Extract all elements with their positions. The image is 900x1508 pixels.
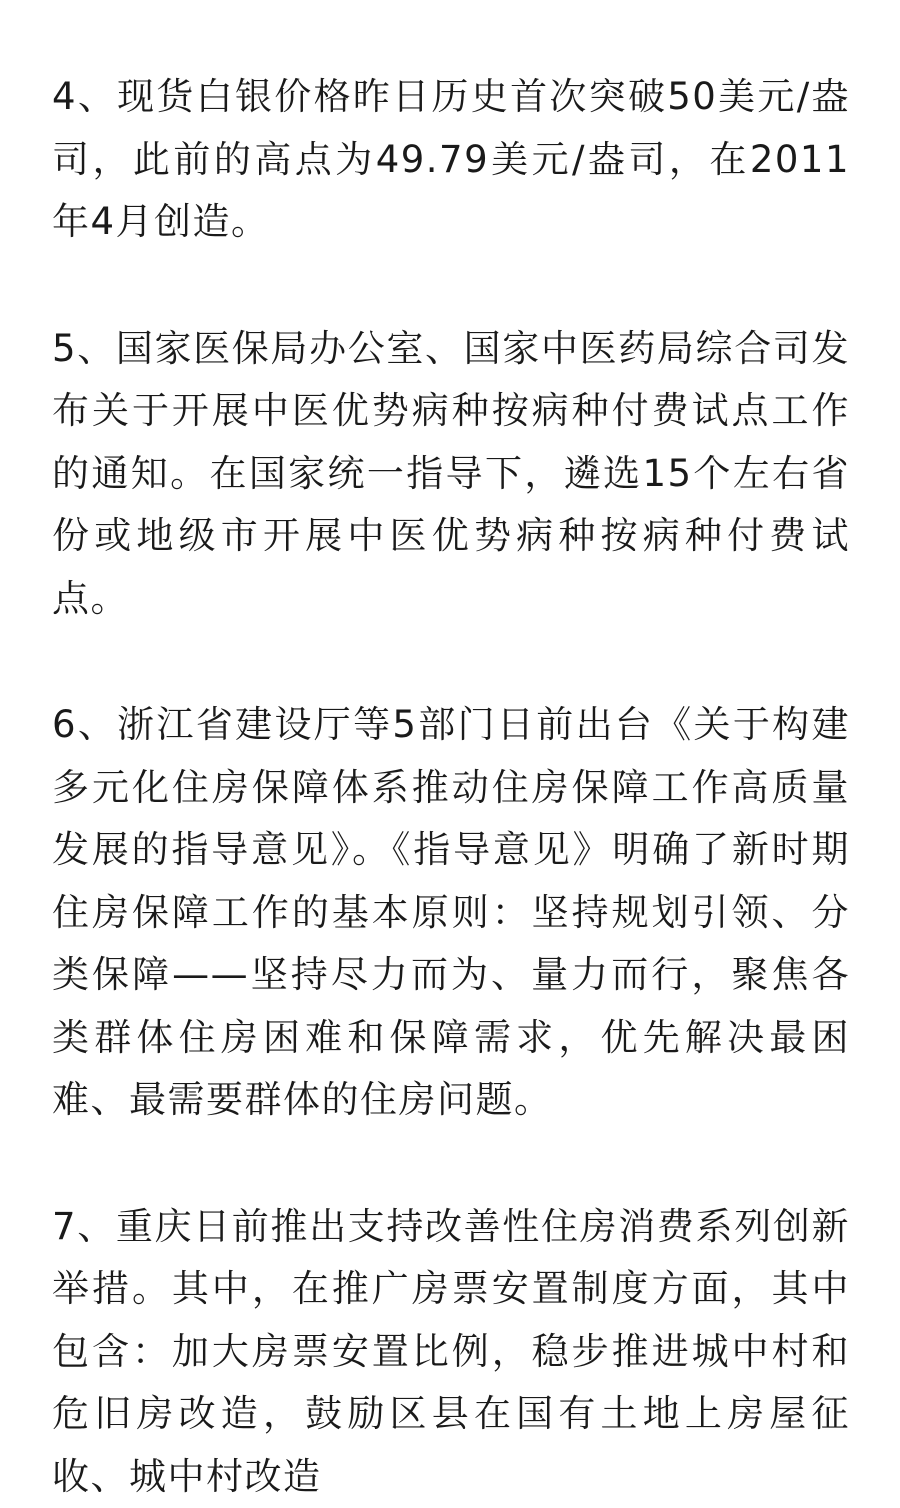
news-item-6: 6、浙江省建设厅等5部门日前出台《关于构建多元化住房保障体系推动住房保障工作高质量发展的指导意见》。《指导意见》明确了新时期住房保障工作的基本原则：坚持规划引领、分类保障——坚持尽力而为、量力而行，聚焦各类群体住房困难和保障需求，优先解决最困难、最需要群体的住房问题。 [52, 694, 850, 1132]
news-item-4: 4、现货白银价格昨日历史首次突破50美元/盎司，此前的高点为49.79美元/盎司，在2011年4月创造。 [52, 66, 850, 254]
news-item-7: 7、重庆日前推出支持改善性住房消费系列创新举措。其中，在推广房票安置制度方面，其中包含：加大房票安置比例，稳步推进城中村和危旧房改造，鼓励区县在国有土地上房屋征收、城中村改造 [52, 1196, 850, 1508]
news-item-5: 5、国家医保局办公室、国家中医药局综合司发布关于开展中医优势病种按病种付费试点工作的通知。在国家统一指导下，遴选15个左右省份或地级市开展中医优势病种按病种付费试点。 [52, 318, 850, 631]
